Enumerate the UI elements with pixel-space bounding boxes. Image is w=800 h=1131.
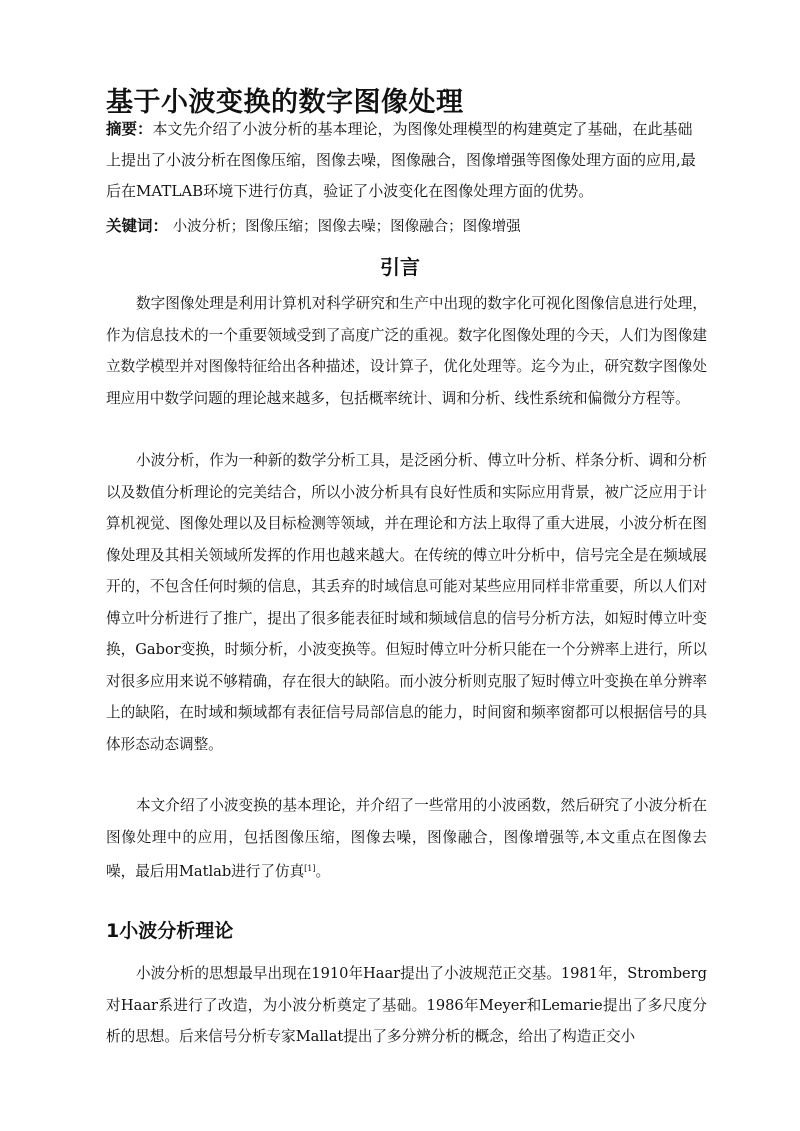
section-1-heading: 1小波分析理论 [106,920,234,942]
abstract [106,114,706,207]
abstract-text: 本文先介绍了小波分析的基本理论，为图像处理模型的构建奠定了基础，在此基础上提出了小波分析在图像压缩，图像去噪，图像融合，图像增强等图像处理方面的应用,最后在MATLAB环境下进行仿真，验证了小波变化在图像处理方面的优势。 [106,120,696,200]
citation-ref: [1] [304,864,316,873]
intro-paragraph-2: 小波分析，作为一种新的数学分析工具，是泛函分析、傅立叶分析、样条分析、调和分析以及数值分析理论的完美结合，所以小波分析具有良好性质和实际应用背景，被广泛应用于计算机视觉、图像处理以及目标检测等领域，并在理论和方法上取得了重大进展，小波分析在图像处理及其相关领域所发挥的作用也越来越大。在传统的傅立叶分析中，信号完全是在频域展开的，不包含任何时频的信息，其丢弃的时域信息可能对某些应用同样非常重要，所以人们对傅立叶分析进行了推广，提出了很多能表征时域和频域信息的信号分析方法，如短时傅立叶变换，Gabor变换，时频分析，小波变换等。但短时傅立叶分析只能在一个分辨率上进行，所以对很多应用来说不够精确，存在很大的缺陷。而小波分析则克服了短时傅立叶变换在单分辨率上的缺陷，在时域和频域都有表征信号局部信息的能力，时间窗和频率窗都可以根据信号的具体形态动态调整。 [106,452,707,753]
abstract-label: 摘要： [106,120,153,138]
paper-title: 基于小波变换的数字图像处理 [106,87,464,118]
keywords-label: 关键词： [106,217,169,235]
keywords-text: 小波分析；图像压缩；图像去噪；图像融合；图像增强 [172,219,521,235]
keywords [106,211,706,243]
intro-heading: 引言 [380,255,420,279]
section-1-paragraph-1: 小波分析的思想最早出现在1910年Haar提出了小波规范正交基。1981年，Stromberg对Haar系进行了改造，为小波分析奠定了基础。1986年Meyer和Lemarie提出了多尺度分析的思想。后来信号分析专家Mallat提出了多分辨分析的概念，给出了构造正交小 [106,965,707,1045]
intro-paragraph-1: 数字图像处理是利用计算机对科学研究和生产中出现的数字化可视化图像信息进行处理，作为信息技术的一个重要领域受到了高度广泛的重视。数字化图像处理的今天，人们为图像建立数学模型并对图像特征给出各种描述，设计算子，优化处理等。迄今为止，研究数字图像处理应用中数学问题的理论越来越多，包括概率统计、调和分析、线性系统和偏微分方程等。 [106,295,707,407]
intro-paragraph-3-text: 本文介绍了小波变换的基本理论，并介绍了一些常用的小波函数，然后研究了小波分析在图像处理中的应用，包括图像压缩，图像去噪，图像融合，图像增强等,本文重点在图像去噪，最后用Matlab进行了仿真 [106,797,707,880]
intro-paragraph-3 [106,790,707,888]
intro-paragraph-3-end: 。 [315,863,331,880]
